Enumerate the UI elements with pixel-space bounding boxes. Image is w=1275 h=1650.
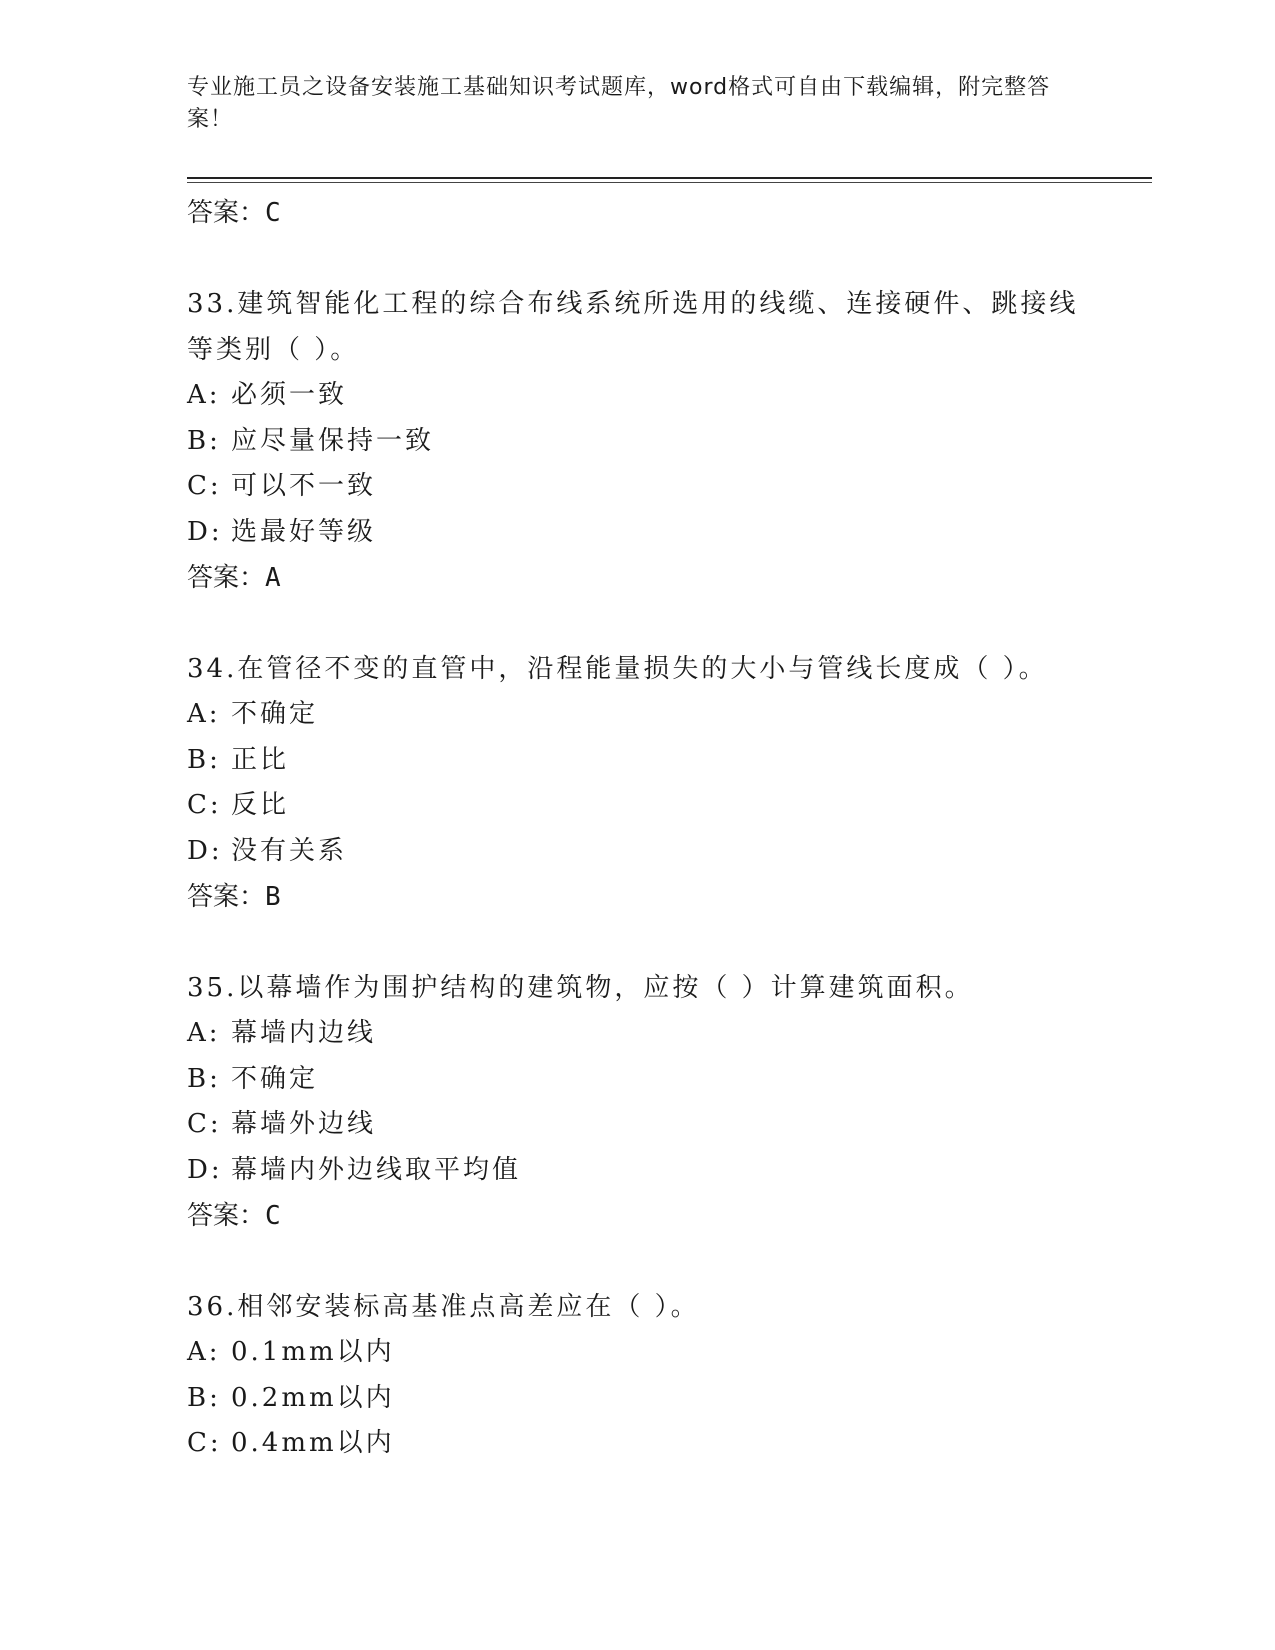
option-c xyxy=(187,1421,1107,1467)
question-body: 以幕墙作为围护结构的建筑物，应按（ ）计算建筑面积。 xyxy=(237,973,974,1003)
option-letter: A: xyxy=(187,1018,221,1048)
question-36 xyxy=(187,1284,1107,1467)
option-letter: D: xyxy=(187,1154,223,1185)
option-c xyxy=(187,783,1107,829)
option-a xyxy=(187,373,1107,419)
option-letter: A: xyxy=(187,380,221,410)
question-text xyxy=(187,281,1107,373)
question-number: 34. xyxy=(187,654,238,684)
answer-label: 答案： xyxy=(187,1201,266,1231)
option-text: 没有关系 xyxy=(231,835,348,866)
option-letter: A: xyxy=(187,699,221,729)
question-list xyxy=(187,190,1107,1467)
question-number: 35. xyxy=(187,973,238,1003)
question-body: 相邻安装标高基准点高差应在（ ）。 xyxy=(237,1292,700,1322)
option-d xyxy=(187,1148,1107,1194)
option-text: 幕墙内外边线取平均值 xyxy=(231,1154,522,1185)
option-letter: B: xyxy=(187,1063,221,1094)
header-rule-thick xyxy=(187,177,1152,179)
option-c xyxy=(187,464,1107,510)
option-text: 应尽量保持一致 xyxy=(231,425,435,456)
question-number: 33. xyxy=(187,289,238,319)
option-text: 幕墙内边线 xyxy=(231,1018,377,1048)
option-a xyxy=(187,692,1107,738)
question-35 xyxy=(187,965,1107,1239)
answer xyxy=(187,874,1107,920)
answer-value: A xyxy=(265,563,281,593)
option-text: 不确定 xyxy=(231,699,319,729)
option-letter: C: xyxy=(187,1109,222,1139)
option-text: 0.4mm以内 xyxy=(231,1428,395,1458)
header-rule-thin xyxy=(187,182,1152,183)
answer-value: B xyxy=(265,882,281,912)
option-d xyxy=(187,510,1107,556)
document-header: 专业施工员之设备安装施工基础知识考试题库，word格式可自由下载编辑，附完整答案！ xyxy=(187,75,1051,132)
answer xyxy=(187,555,1107,601)
option-letter: D: xyxy=(187,835,223,866)
answer-value: C xyxy=(265,198,281,228)
option-b xyxy=(187,1057,1107,1103)
answer-value: C xyxy=(265,1201,281,1231)
question-text xyxy=(187,646,1107,692)
answer-label: 答案： xyxy=(187,882,266,912)
option-text: 0.1mm以内 xyxy=(231,1337,395,1367)
option-letter: B: xyxy=(187,1382,221,1413)
question-body: 在管径不变的直管中，沿程能量损失的大小与管线长度成（ ）。 xyxy=(237,654,1048,684)
question-33 xyxy=(187,281,1107,601)
option-text: 可以不一致 xyxy=(231,471,377,501)
option-letter: A: xyxy=(187,1337,221,1367)
option-text: 正比 xyxy=(231,744,290,775)
question-body: 建筑智能化工程的综合布线系统所选用的线缆、连接硬件、跳接线等类别（ ）。 xyxy=(187,289,1079,365)
answer-prev xyxy=(187,190,1107,236)
option-b xyxy=(187,419,1107,465)
option-text: 幕墙外边线 xyxy=(231,1109,377,1139)
option-text: 不确定 xyxy=(231,1063,319,1094)
option-a xyxy=(187,1011,1107,1057)
option-letter: C: xyxy=(187,790,222,820)
option-text: 反比 xyxy=(231,790,290,820)
option-text: 0.2mm以内 xyxy=(231,1382,395,1413)
answer-label: 答案： xyxy=(187,198,266,228)
answer-label: 答案： xyxy=(187,563,266,593)
option-text: 选最好等级 xyxy=(231,516,377,547)
option-b xyxy=(187,1376,1107,1422)
option-a xyxy=(187,1330,1107,1376)
question-text xyxy=(187,1284,1107,1330)
option-text: 必须一致 xyxy=(231,380,348,410)
option-letter: B: xyxy=(187,425,221,456)
answer xyxy=(187,1193,1107,1239)
question-text xyxy=(187,965,1107,1011)
option-letter: C: xyxy=(187,471,222,501)
option-b xyxy=(187,738,1107,784)
option-letter: C: xyxy=(187,1428,222,1458)
option-letter: B: xyxy=(187,744,221,775)
question-number: 36. xyxy=(187,1292,238,1322)
option-d xyxy=(187,829,1107,875)
question-34 xyxy=(187,646,1107,920)
option-c xyxy=(187,1102,1107,1148)
option-letter: D: xyxy=(187,516,223,547)
